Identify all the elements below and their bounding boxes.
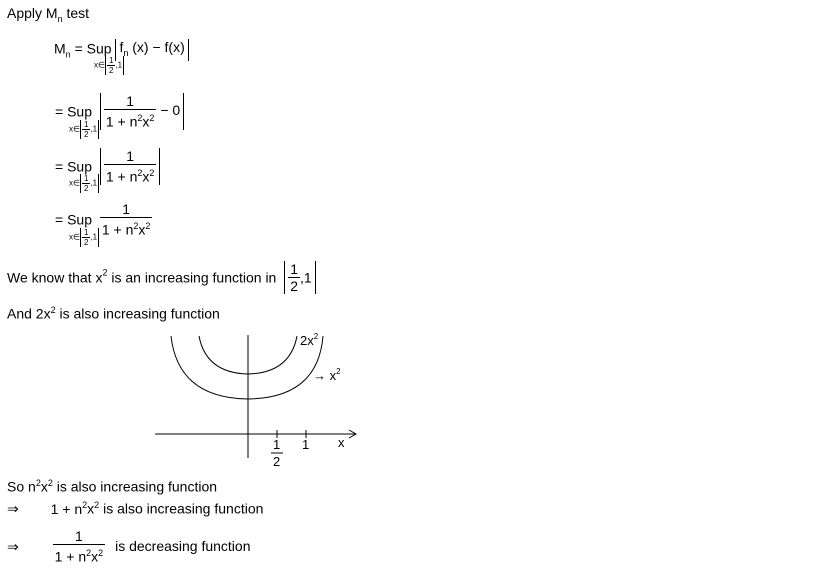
- tick-one-label: 1: [302, 437, 310, 452]
- text1-frac-num: 1: [290, 261, 299, 277]
- axis-x-label: x: [338, 435, 345, 450]
- text-line-5: [7, 528, 251, 565]
- step2-den-x: x: [142, 168, 150, 185]
- step2-eq: = Sup: [55, 158, 92, 175]
- step1-range-bracket: $\frac{1}{2}$ ,1: [80, 120, 99, 139]
- step1-eq: = Sup: [55, 103, 92, 120]
- tick-half-num: 1: [273, 437, 281, 452]
- implies-arrow-1: ⇒: [7, 500, 19, 517]
- heading-sub: n: [57, 13, 63, 24]
- def-lhs: M: [54, 40, 66, 57]
- text-line-3: [7, 475, 217, 495]
- step1-range-num: 1: [83, 120, 89, 129]
- step1-range-den: 2: [83, 130, 89, 139]
- range-bracket: $\frac{1}{2}$ ,1: [105, 56, 124, 75]
- text2-sq: 2: [50, 305, 56, 315]
- text1-a: We know that x: [7, 269, 103, 286]
- def-sup: Sup: [86, 40, 112, 57]
- step3-eq: = Sup: [55, 211, 92, 228]
- implies-arrow-2: ⇒: [7, 538, 19, 555]
- range-half-den: 2: [108, 66, 114, 75]
- step3-den-prefix: 1 + n: [101, 221, 134, 238]
- def-lhs-sub: n: [65, 49, 71, 60]
- step2-sq1: 2: [137, 168, 143, 178]
- text5-sq1: 2: [86, 548, 92, 558]
- text4-sq1: 2: [82, 500, 88, 510]
- def-eq: =: [74, 40, 83, 57]
- text5-sq2: 2: [98, 548, 104, 558]
- heading-prefix: Apply M: [7, 5, 58, 21]
- step1-minus: − 0: [160, 102, 181, 119]
- text5-den-x: x: [91, 548, 99, 565]
- step2-range-num: 1: [83, 174, 89, 183]
- text5-num: 1: [75, 528, 83, 544]
- tick-half-den: 2: [273, 454, 281, 469]
- text4-b: x: [87, 500, 95, 517]
- text2-b: is also increasing function: [55, 305, 220, 322]
- text3-sq1: 2: [35, 478, 41, 488]
- text4-c: is also increasing function: [99, 500, 264, 517]
- step1-range-var: x∈: [69, 124, 80, 134]
- step2-range-den: 2: [83, 184, 89, 193]
- range-var: x∈: [94, 60, 105, 70]
- step3-range-den: 2: [83, 238, 89, 247]
- text-line-4: [7, 497, 263, 517]
- text3-b: x: [40, 478, 48, 495]
- curve1-label: $2x^2$: [300, 332, 319, 348]
- step3-range-bracket: $\frac{1}{2}$ ,1: [80, 228, 99, 247]
- step2-sq2: 2: [149, 168, 155, 178]
- range-half-num: 1: [108, 56, 114, 65]
- step1-den-x: x: [142, 113, 150, 130]
- step2-range-var: x∈: [69, 178, 80, 188]
- step2-range-bracket: $\frac{1}{2}$ ,1: [80, 174, 99, 193]
- text5-den-prefix: 1 + n: [54, 548, 87, 565]
- text3-sq2: 2: [47, 478, 53, 488]
- step3-den-x: x: [138, 221, 146, 238]
- text1-frac-den: 2: [290, 278, 299, 294]
- step1-num: 1: [126, 93, 135, 109]
- step3-sq1: 2: [133, 221, 139, 231]
- step3-range-num: 1: [83, 228, 89, 237]
- text3-a: So n: [7, 478, 36, 495]
- range-one: 1: [117, 60, 123, 70]
- curve2-label: → $x^2$: [313, 367, 341, 383]
- def-tail: (x) − f(x): [132, 39, 185, 55]
- step1-sq2: 2: [149, 113, 155, 123]
- step1-den-prefix: 1 + n: [105, 113, 138, 130]
- heading-suffix: test: [62, 5, 90, 21]
- step2-range-one: 1: [92, 178, 98, 188]
- text5-den: [53, 544, 106, 565]
- text1-comma-one: ,1: [300, 269, 312, 286]
- def-f-sub: n: [123, 47, 129, 58]
- text1-sq: 2: [102, 267, 108, 278]
- step1-sq1: 2: [137, 113, 143, 123]
- text1-b: is an increasing function in: [107, 269, 277, 286]
- text4-a: 1 + n: [50, 500, 83, 517]
- def-f: f: [119, 39, 124, 55]
- text3-c: is also increasing function: [52, 478, 218, 495]
- step3-range-one: 1: [92, 232, 98, 242]
- step2-num: 1: [126, 148, 135, 164]
- step3-sq2: 2: [145, 221, 151, 231]
- step1-range-one: 1: [92, 124, 98, 134]
- text4-sq2: 2: [94, 500, 100, 510]
- step3-num: 1: [122, 201, 131, 217]
- step3-range-var: x∈: [69, 232, 80, 242]
- step2-den-prefix: 1 + n: [105, 168, 138, 185]
- text2-a: And 2x: [7, 305, 51, 322]
- text5-c: is decreasing function: [115, 538, 251, 555]
